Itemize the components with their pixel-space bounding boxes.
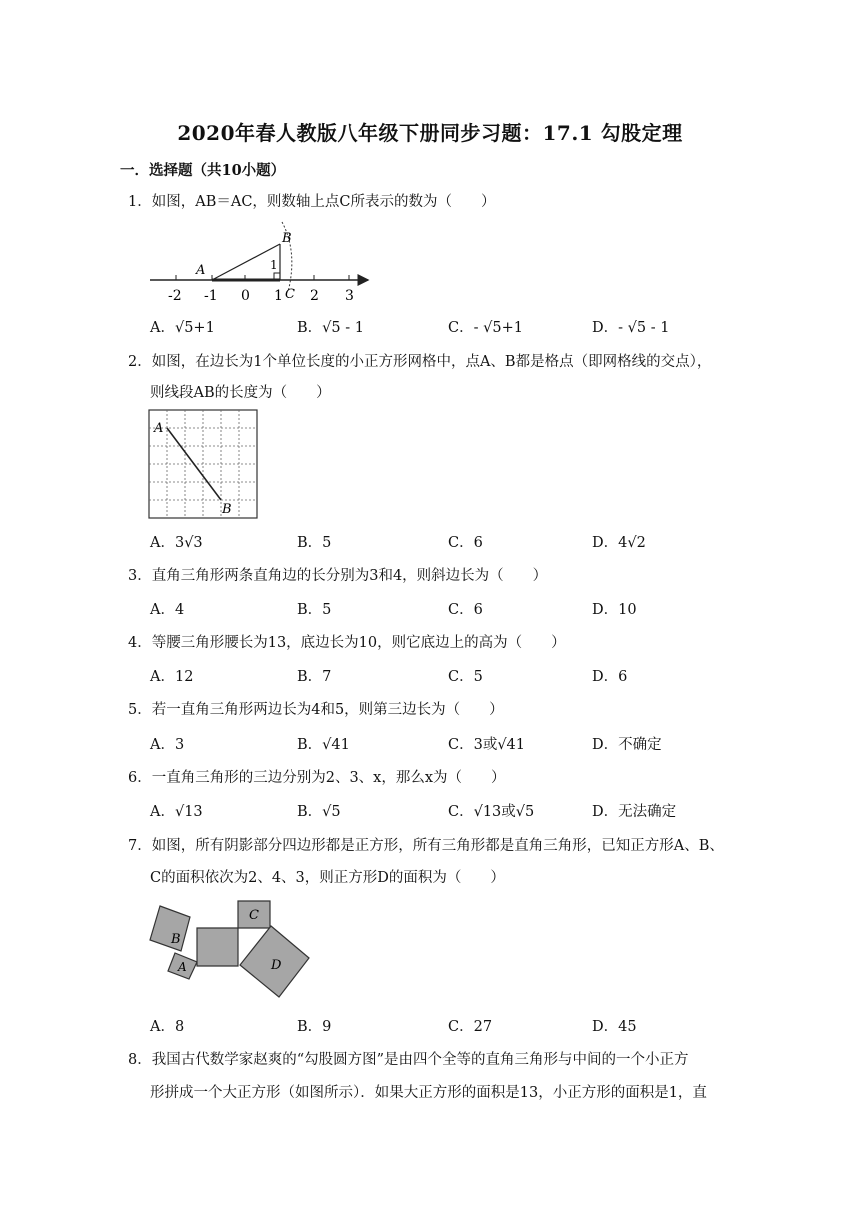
question-8-stem-line-1: 8．我国古代数学家赵爽的“勾股圆方图”是由四个全等的直角三角形与中间的一个小正方 — [128, 1052, 689, 1068]
question-2-stem-line-1: 2．如图，在边长为1个单位长度的小正方形网格中，点A、B都是格点（即网格线的交点）， — [128, 354, 712, 370]
option-a[interactable]: A．3√3 — [150, 535, 203, 551]
option-a[interactable]: A．√13 — [150, 804, 203, 820]
angle-label-1: 1 — [270, 258, 278, 272]
question-3-stem: 3．直角三角形两条直角边的长分别为3和4，则斜边长为（ ） — [128, 568, 548, 584]
label-D: D — [271, 958, 282, 973]
option-c[interactable]: C．6 — [448, 535, 483, 551]
option-a[interactable]: A．√5+1 — [150, 320, 215, 336]
option-b[interactable]: B．√41 — [297, 737, 350, 753]
section-heading: 一．选择题（共10小题） — [120, 162, 286, 179]
option-d[interactable]: D．不确定 — [592, 737, 662, 753]
label-C: C — [249, 908, 259, 923]
question-5-stem: 5．若一直角三角形两边长为4和5，则第三边长为（ ） — [128, 702, 504, 718]
tick-label: 1 — [274, 288, 283, 304]
tick-label: 3 — [345, 288, 354, 304]
question-6-stem: 6．一直角三角形的三边分别为2、3、x，那么x为（ ） — [128, 770, 506, 786]
option-c[interactable]: C．27 — [448, 1019, 493, 1035]
question-7-stem-line-1: 7．如图，所有阴影部分四边形都是正方形，所有三角形都是直角三角形，已知正方形A、B、 — [128, 838, 724, 854]
option-c[interactable]: C．- √5+1 — [448, 320, 523, 336]
tick-label: 0 — [241, 288, 250, 304]
question-8-stem-line-2: 形拼成一个大正方形（如图所示）．如果大正方形的面积是13，小正方形的面积是1，直 — [150, 1085, 707, 1101]
option-c[interactable]: C．3或√41 — [448, 737, 526, 753]
option-d[interactable]: D．无法确定 — [592, 804, 677, 820]
option-b[interactable]: B．5 — [297, 535, 332, 551]
option-b[interactable]: B．9 — [297, 1019, 332, 1035]
option-c[interactable]: C．6 — [448, 602, 483, 618]
label-B: B — [222, 502, 232, 517]
number-line-figure — [146, 220, 374, 304]
option-b[interactable]: B．√5 — [297, 804, 341, 820]
tick-label: -1 — [204, 288, 218, 304]
option-a[interactable]: A．12 — [150, 669, 194, 685]
center-square — [197, 928, 238, 966]
tick-label: 2 — [310, 288, 319, 304]
question-7-stem-line-2: C的面积依次为2、4、3，则正方形D的面积为（ ） — [150, 870, 505, 886]
label-C: C — [285, 287, 295, 302]
option-a[interactable]: A．8 — [150, 1019, 185, 1035]
option-a[interactable]: A．3 — [150, 737, 185, 753]
question-1-stem: 1．如图，AB＝AC，则数轴上点C所表示的数为（ ） — [128, 194, 496, 210]
option-d[interactable]: D．10 — [592, 602, 637, 618]
option-b[interactable]: B．√5 - 1 — [297, 320, 364, 336]
label-A: A — [154, 421, 164, 436]
square-B — [150, 906, 190, 951]
question-2-stem-line-2: 则线段AB的长度为（ ） — [150, 385, 331, 401]
tick-label: -2 — [168, 288, 182, 304]
label-A: A — [178, 960, 187, 974]
grid-figure — [148, 409, 260, 521]
option-d[interactable]: D．45 — [592, 1019, 637, 1035]
option-b[interactable]: B．7 — [297, 669, 332, 685]
page-title: 2020年春人教版八年级下册同步习题：17.1 勾股定理 — [177, 121, 683, 145]
label-B: B — [282, 231, 292, 246]
option-c[interactable]: C．√13或√5 — [448, 804, 535, 820]
option-a[interactable]: A．4 — [150, 602, 185, 618]
option-d[interactable]: D．4√2 — [592, 535, 646, 551]
option-d[interactable]: D．6 — [592, 669, 628, 685]
squares-figure — [145, 896, 315, 1002]
option-c[interactable]: C．5 — [448, 669, 483, 685]
option-b[interactable]: B．5 — [297, 602, 332, 618]
label-A: A — [196, 263, 206, 278]
question-4-stem: 4．等腰三角形腰长为13，底边长为10，则它底边上的高为（ ） — [128, 635, 566, 651]
label-B: B — [171, 932, 181, 947]
option-d[interactable]: D．- √5 - 1 — [592, 320, 670, 336]
